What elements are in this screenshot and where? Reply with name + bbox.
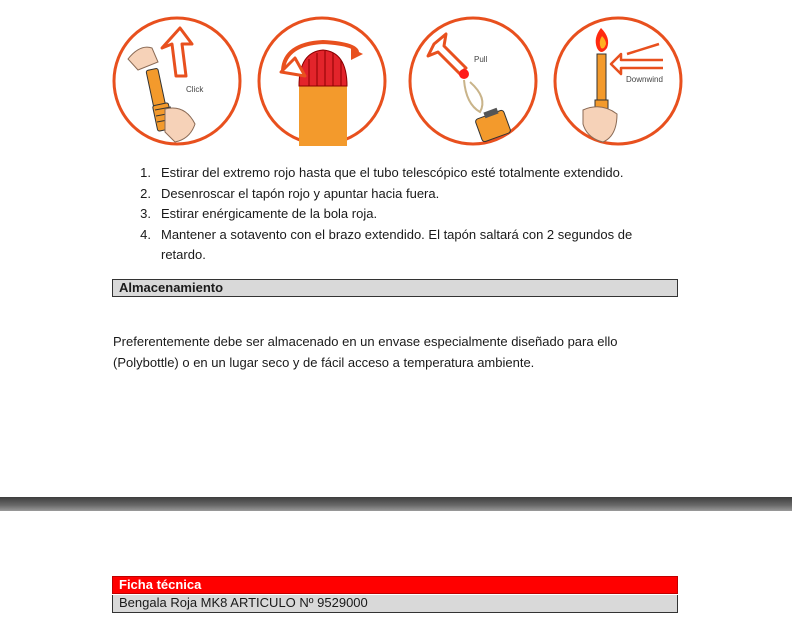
extend-tube-illustration	[110, 14, 246, 149]
storage-heading: Almacenamiento	[112, 279, 678, 297]
list-item	[113, 225, 673, 266]
downwind-illustration	[551, 14, 687, 149]
list-item	[113, 163, 673, 184]
step-number: 2.	[140, 185, 151, 201]
step-number: 1.	[140, 165, 151, 180]
click-label: Click	[186, 85, 204, 94]
page-divider	[0, 497, 792, 511]
step-number: 4.	[140, 226, 151, 242]
instruction-illustrations	[110, 14, 690, 149]
downwind-label: Downwind	[626, 75, 663, 84]
datasheet-product: Bengala Roja MK8 ARTICULO Nº 9529000	[112, 595, 678, 613]
step-text: Estirar del extremo rojo hasta que el tubo telescópico esté totalmente extendido.	[161, 165, 624, 180]
storage-paragraph: Preferentemente debe ser almacenado en un envase especialmente diseñado para ello (Polybottle) o en un lugar seco y de fácil acceso a temperatura ambiente.	[113, 334, 618, 370]
step-text: Desenroscar el tapón rojo y apuntar hacia fuera.	[161, 185, 440, 201]
unscrew-cap-illustration	[255, 14, 391, 149]
step-number: 3.	[140, 206, 151, 221]
instruction-steps	[113, 163, 673, 266]
pull-ball-illustration	[406, 14, 542, 149]
list-item	[113, 204, 673, 225]
step-text: Estirar enérgicamente de la bola roja.	[161, 206, 378, 221]
step-text: Mantener a sotavento con el brazo extendido. El tapón saltará con 2 segundos de retardo.	[161, 226, 633, 262]
list-item	[113, 184, 673, 205]
datasheet-heading: Ficha técnica	[112, 576, 678, 594]
pull-label: Pull	[474, 55, 488, 64]
